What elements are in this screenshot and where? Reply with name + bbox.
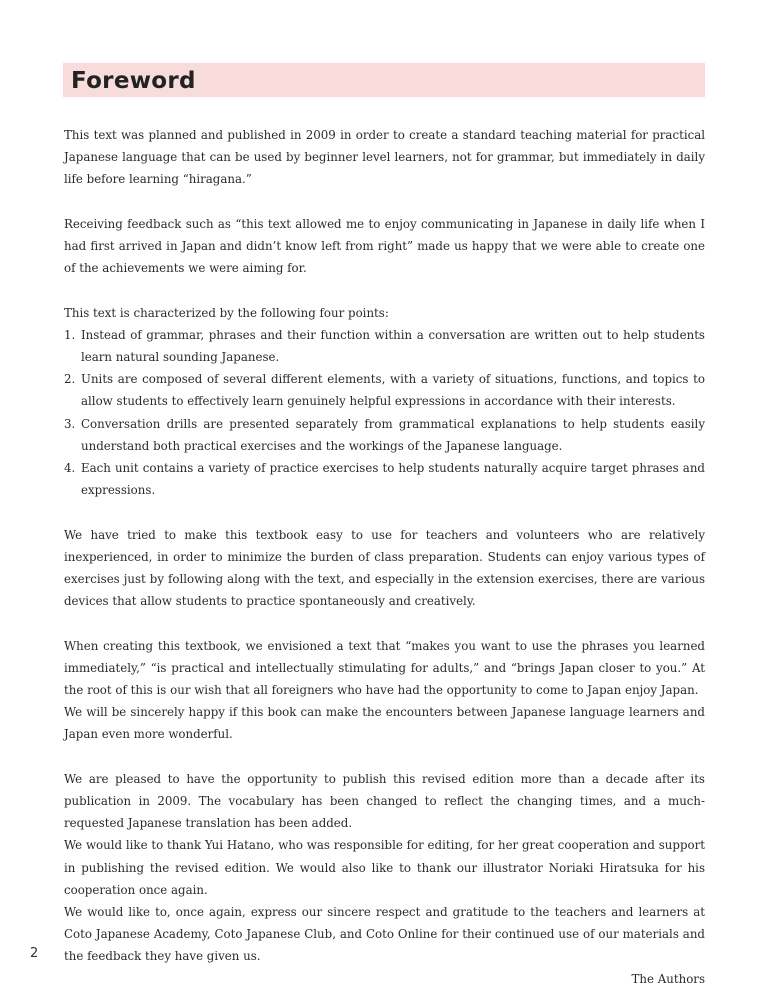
list-number: 4. [64, 461, 76, 476]
paragraph-feedback: Receiving feedback such as “this text allowed me to enjoy communicating in Japanese in daily life when I had first arrived in Japan and didn’t know left from right” made us happy that we were able to create one of the achievements we were aiming for. [64, 216, 705, 276]
features-list [64, 324, 705, 502]
paragraph-origin: This text was planned and published in 2009 in order to create a standard teaching material for practical Japanese language that can be used by beginner level learners, not for grammar, but immediately in daily life before learning “hiragana.” [64, 128, 705, 187]
list-text: Units are composed of several different elements, with a variety of situations, functions, and topics to allow students to effectively learn genuinely helpful expressions in accordance with their interests. [81, 372, 705, 409]
signature: The Authors [631, 971, 705, 986]
list-item [64, 324, 705, 368]
paragraph-revised-edition: We are pleased to have the opportunity to publish this revised edition more than a decade after its publication in 2009. The vocabulary has been changed to reflect the changing times, and a much-requested Japanese translation has been added. [64, 771, 705, 831]
list-item [64, 413, 705, 457]
paragraph-usability: We have tried to make this textbook easy to use for teachers and volunteers who are relatively inexperienced, in order to minimize the burden of class preparation. Students can enjoy various types of exercises just by following along with the text, and especially in the extension exercises, there are various devices that allow students to practice spontaneously and creatively. [64, 527, 705, 609]
list-item [64, 368, 705, 412]
page-number: 2 [30, 946, 39, 961]
paragraph-vision: When creating this textbook, we envisioned a text that “makes you want to use the phrases you learned immediately,” “is practical and intellectually stimulating for adults,” and “brings Japan closer to you.” At the root of this is our wish that all foreigners who have had the opportunity to come to Japan enjoy Japan. [64, 638, 705, 698]
page-title: Foreword [71, 68, 196, 94]
heading-banner [63, 63, 705, 97]
paragraph-hope: We will be sincerely happy if this book can make the encounters between Japanese language learners and Japan even more wonderful. [64, 705, 705, 742]
list-item [64, 457, 705, 501]
list-number: 2. [64, 372, 76, 387]
foreword-body [64, 124, 705, 990]
paragraph-gratitude: We would like to, once again, express our sincere respect and gratitude to the teachers and learners at Coto Japanese Academy, Coto Japanese Club, and Coto Online for their continued use of our materials and the feedback they have given us. [64, 905, 705, 964]
list-text: Instead of grammar, phrases and their function within a conversation are written out to help students learn natural sounding Japanese. [81, 327, 705, 364]
features-intro: This text is characterized by the following four points: [64, 305, 389, 320]
list-number: 1. [64, 327, 76, 342]
list-number: 3. [64, 416, 76, 431]
paragraph-thanks-editor: We would like to thank Yui Hatano, who was responsible for editing, for her great cooperation and support in publishing the revised edition. We would also like to thank our illustrator Noriaki Hiratsuka for his cooperation once again. [64, 838, 705, 897]
list-text: Each unit contains a variety of practice exercises to help students naturally acquire target phrases and expressions. [81, 461, 705, 498]
list-text: Conversation drills are presented separately from grammatical explanations to help students easily understand both practical exercises and the workings of the Japanese language. [81, 416, 705, 453]
